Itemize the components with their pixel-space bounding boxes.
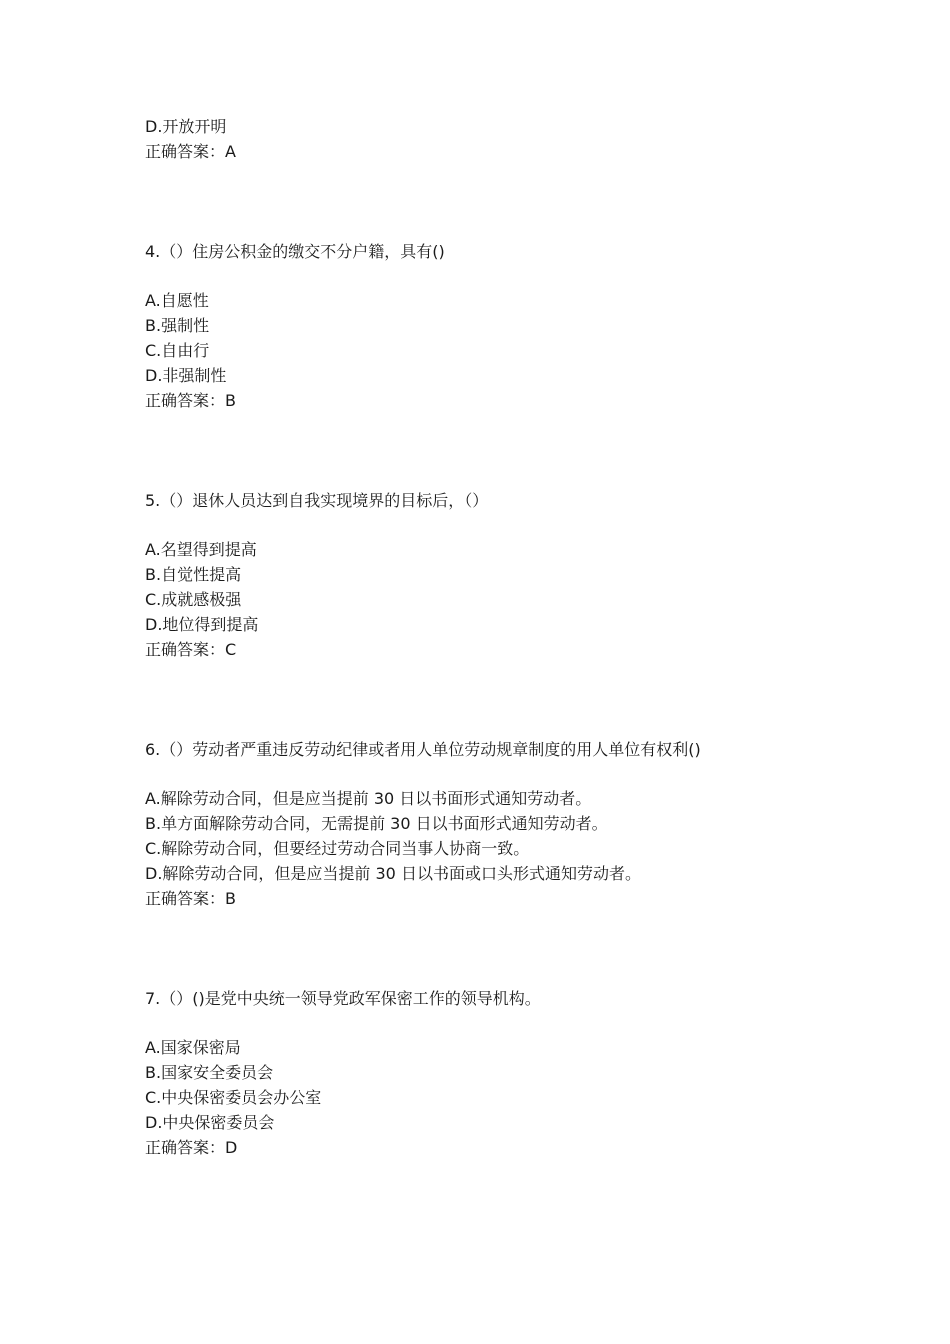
prev-option-d: D.开放开明 [145,117,227,136]
question-6-option-b: B.单方面解除劳动合同，无需提前 30 日以书面形式通知劳动者。 [145,814,608,833]
question-6-option-c: C.解除劳动合同，但要经过劳动合同当事人协商一致。 [145,839,530,858]
question-5-option-a: A.名望得到提高 [145,540,257,559]
question-4-answer: 正确答案：B [145,391,236,410]
question-4-stem: 4.（）住房公积金的缴交不分户籍，具有() [145,242,445,261]
question-7-answer: 正确答案：D [145,1138,238,1157]
question-4-option-d: D.非强制性 [145,366,227,385]
question-6-answer: 正确答案：B [145,889,236,908]
question-7-option-d: D.中央保密委员会 [145,1113,275,1132]
question-6-stem: 6.（）劳动者严重违反劳动纪律或者用人单位劳动规章制度的用人单位有权利() [145,740,701,759]
question-4-option-c: C.自由行 [145,341,210,360]
question-7-option-a: A.国家保密局 [145,1038,241,1057]
question-5-answer: 正确答案：C [145,640,237,659]
question-5-option-c: C.成就感极强 [145,590,242,609]
question-7-option-b: B.国家安全委员会 [145,1063,274,1082]
question-4-option-b: B.强制性 [145,316,210,335]
prev-answer: 正确答案：A [145,142,236,161]
question-6-option-a: A.解除劳动合同，但是应当提前 30 日以书面形式通知劳动者。 [145,789,592,808]
question-5-option-d: D.地位得到提高 [145,615,259,634]
question-7-stem: 7.（）()是党中央统一领导党政军保密工作的领导机构。 [145,989,541,1008]
question-6-option-d: D.解除劳动合同，但是应当提前 30 日以书面或口头形式通知劳动者。 [145,864,641,883]
question-4-option-a: A.自愿性 [145,291,209,310]
question-7-option-c: C.中央保密委员会办公室 [145,1088,322,1107]
question-5-stem: 5.（）退休人员达到自我实现境界的目标后，（） [145,491,489,510]
question-5-option-b: B.自觉性提高 [145,565,242,584]
